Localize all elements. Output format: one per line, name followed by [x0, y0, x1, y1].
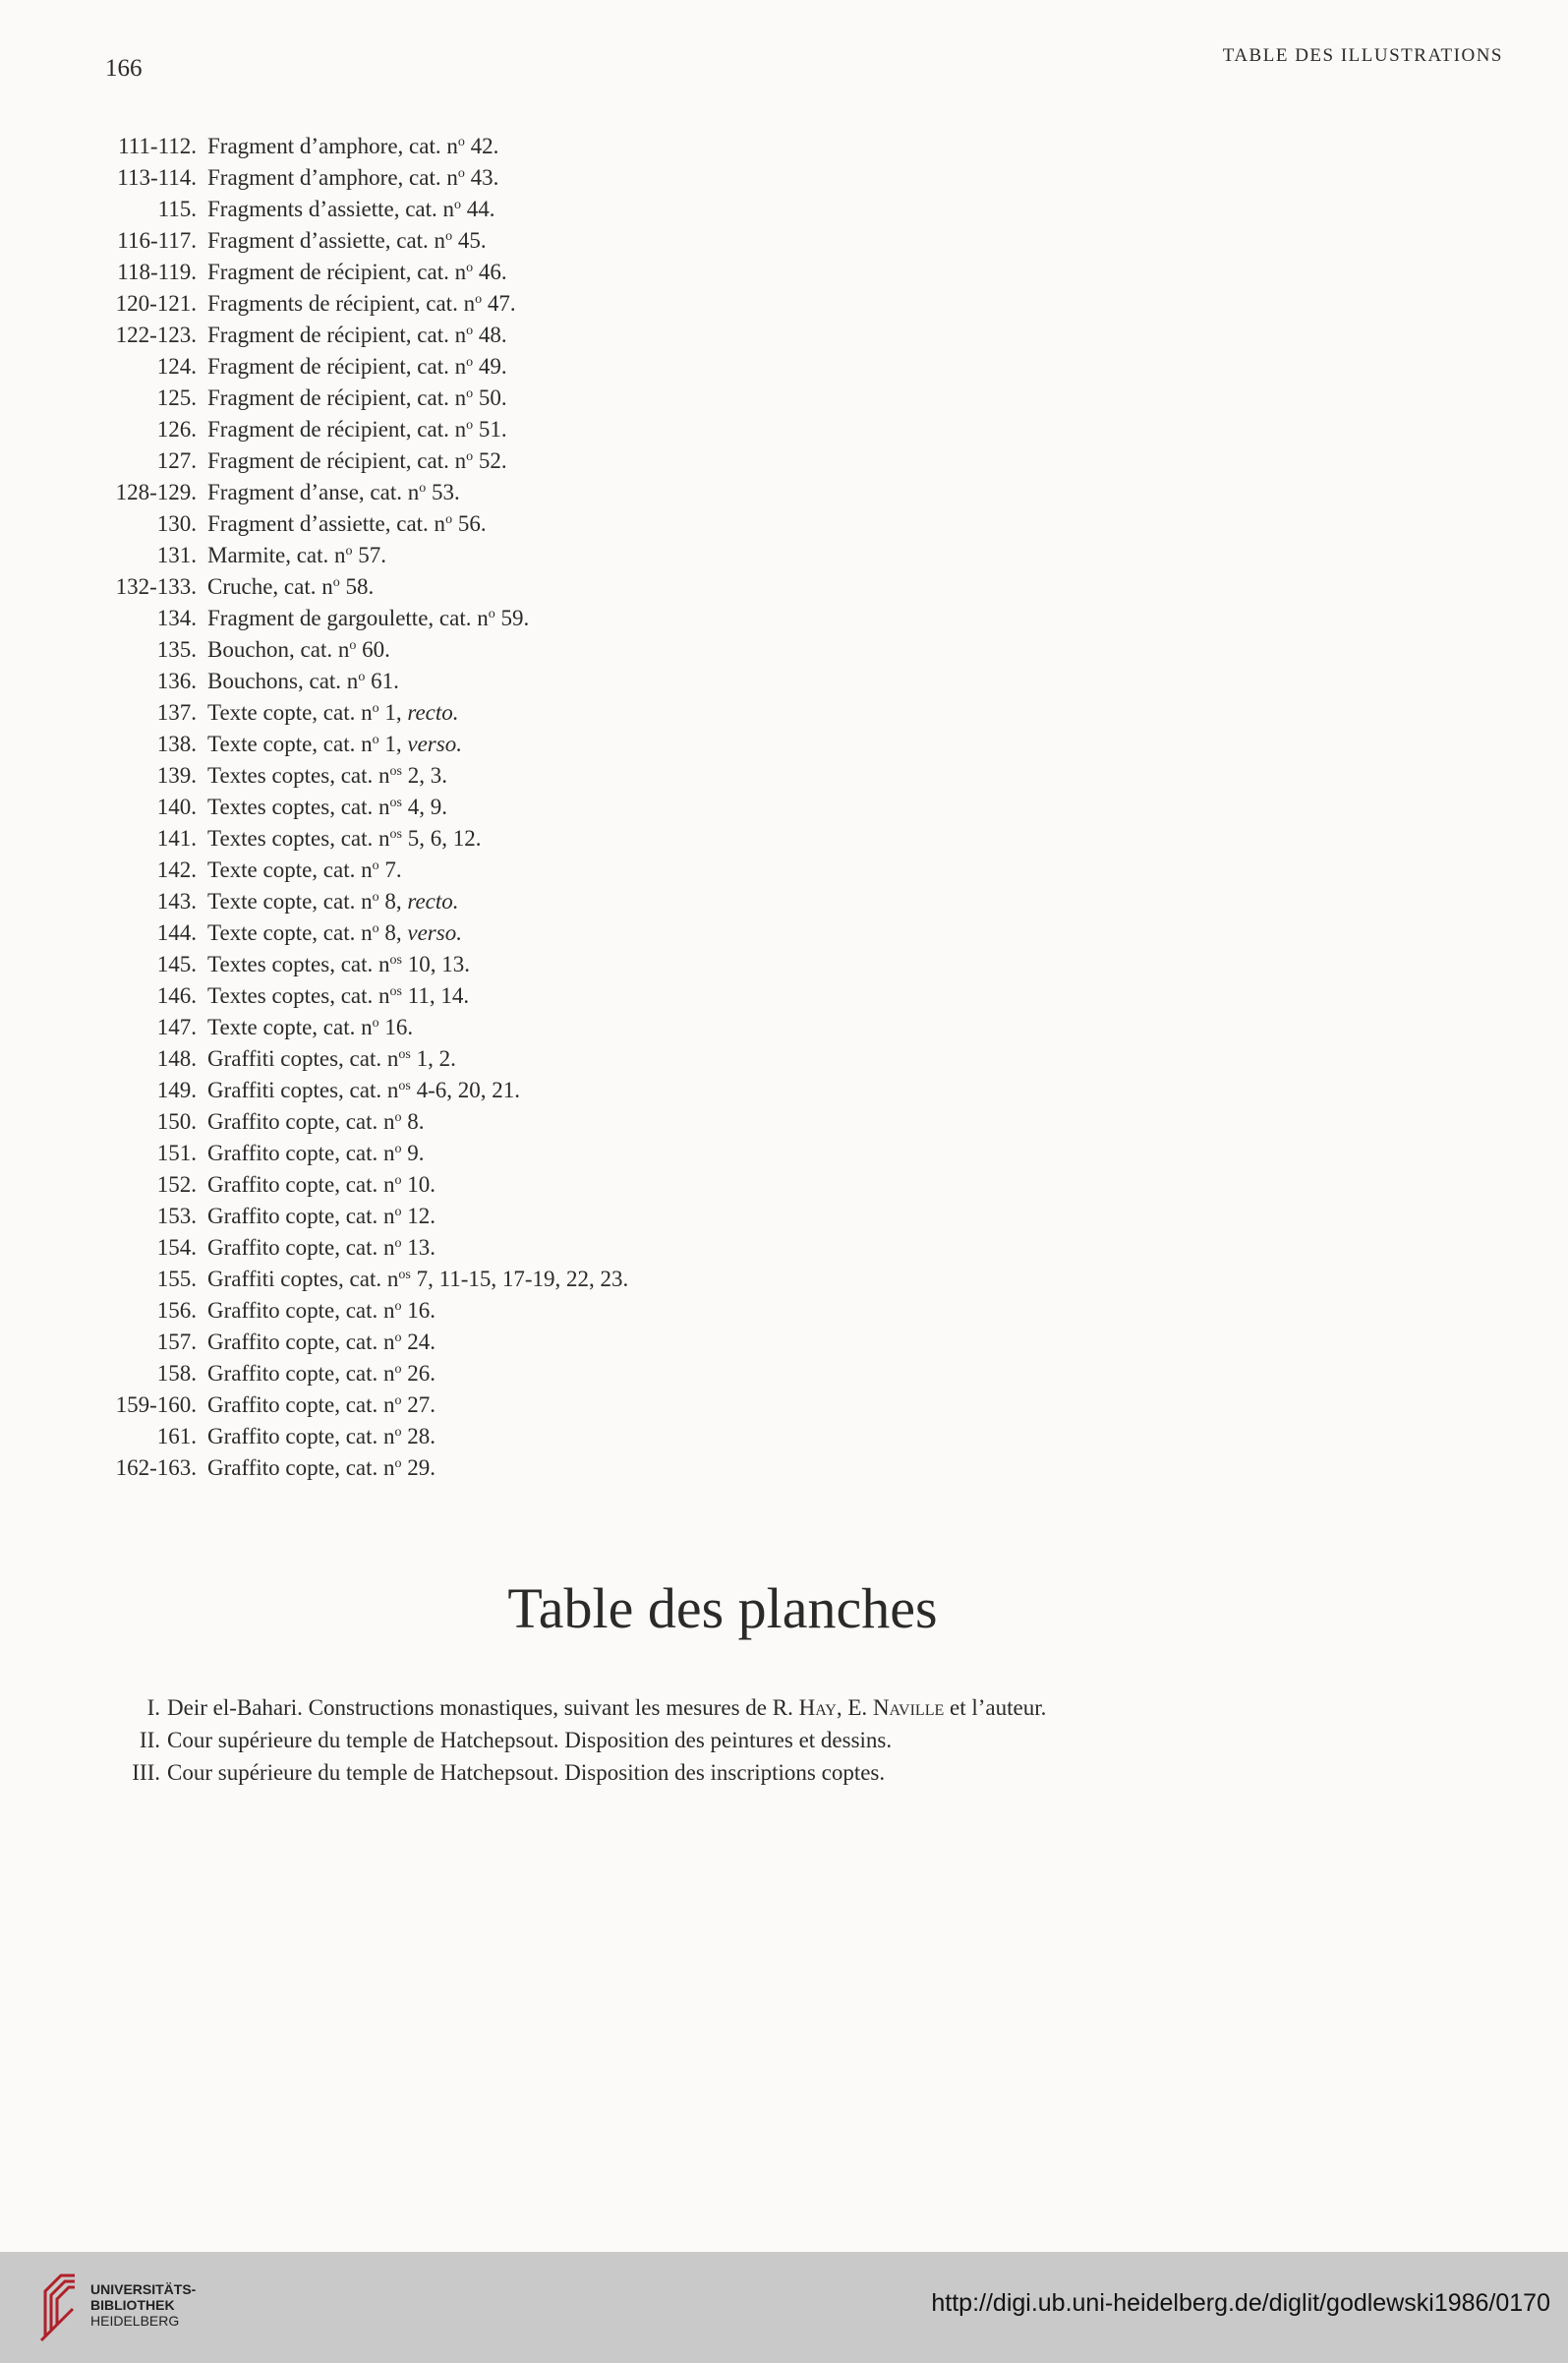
item-number: 143.: [156, 889, 197, 914]
item-caption: [207, 697, 459, 729]
item-caption: [207, 949, 470, 980]
caption-rest: 8,: [378, 889, 408, 914]
list-item: [0, 225, 983, 257]
list-item: [0, 1012, 983, 1043]
item-number: 142.: [156, 857, 197, 882]
caption-superscript: o: [419, 481, 427, 496]
caption-superscript: o: [466, 324, 474, 338]
caption-text: Textes coptes, cat. n: [207, 826, 390, 851]
caption-text: Graffito copte, cat. n: [207, 1392, 395, 1417]
caption-text: Texte copte, cat. n: [207, 920, 373, 945]
list-item: [0, 1043, 983, 1075]
list-item: [0, 760, 983, 792]
caption-superscript: o: [394, 1393, 402, 1408]
caption-superscript: o: [358, 670, 366, 684]
caption-superscript: o: [466, 261, 474, 275]
caption-superscript: o: [372, 858, 379, 873]
item-number: 124.: [156, 354, 197, 379]
caption-rest: 4-6, 20, 21.: [410, 1078, 520, 1102]
caption-superscript: o: [345, 544, 353, 559]
list-item: [0, 1201, 983, 1232]
caption-text: Textes coptes, cat. n: [207, 952, 390, 976]
item-number: 154.: [156, 1235, 197, 1260]
item-caption: [207, 1452, 436, 1484]
item-caption: [207, 414, 507, 445]
caption-superscript: os: [398, 1079, 411, 1093]
caption-superscript: os: [389, 764, 402, 779]
item-number: 125.: [156, 385, 197, 410]
list-item: [0, 917, 983, 949]
caption-rest: 57.: [352, 543, 387, 567]
caption-superscript: o: [394, 1299, 402, 1314]
caption-rest: 26.: [401, 1361, 436, 1386]
item-number: 145.: [156, 952, 197, 976]
caption-superscript: o: [394, 1456, 402, 1471]
item-number: 153.: [156, 1204, 197, 1228]
item-number: 136.: [156, 669, 197, 693]
caption-text: Texte copte, cat. n: [207, 700, 373, 725]
caption-text: Graffito copte, cat. n: [207, 1298, 395, 1323]
list-item: [0, 1389, 983, 1421]
item-caption: [207, 320, 507, 351]
item-number: 147.: [156, 1015, 197, 1039]
caption-rest: 42.: [464, 134, 499, 158]
caption-rest: 9.: [401, 1141, 425, 1165]
item-number: 113-114.: [117, 165, 197, 190]
caption-superscript: o: [454, 198, 462, 212]
item-number: 130.: [156, 511, 197, 536]
caption-rest: 2, 3.: [401, 763, 447, 788]
item-caption: [207, 729, 462, 760]
caption-text: Fragment de récipient, cat. n: [207, 260, 467, 284]
plate-caption: [167, 1756, 885, 1789]
caption-rest: 10.: [401, 1172, 436, 1197]
caption-rest: 13.: [401, 1235, 436, 1260]
list-item: [0, 634, 983, 666]
item-caption: [207, 162, 498, 194]
caption-text: Texte copte, cat. n: [207, 732, 373, 756]
list-item: [0, 414, 983, 445]
item-caption: [207, 194, 495, 225]
caption-superscript: os: [389, 827, 402, 842]
item-caption: [207, 225, 487, 257]
caption-italic: verso.: [407, 732, 462, 756]
caption-text: Fragment de récipient, cat. n: [207, 448, 467, 473]
caption-text: Bouchon, cat. n: [207, 637, 350, 662]
caption-text: , E.: [836, 1695, 873, 1720]
list-item: [0, 540, 983, 571]
author-name: Hay: [798, 1695, 837, 1720]
list-item: [0, 1106, 983, 1138]
caption-text: Graffito copte, cat. n: [207, 1204, 395, 1228]
caption-rest: 4, 9.: [401, 795, 447, 819]
list-item: [0, 980, 983, 1012]
item-number: 115.: [157, 197, 197, 221]
caption-rest: 52.: [473, 448, 507, 473]
caption-superscript: o: [394, 1110, 402, 1125]
list-item: [0, 1691, 1376, 1724]
item-caption: [207, 1012, 413, 1043]
caption-text: Texte copte, cat. n: [207, 1015, 373, 1039]
caption-text: Graffito copte, cat. n: [207, 1329, 395, 1354]
list-item: [0, 792, 983, 823]
plate-number: II.: [139, 1728, 160, 1752]
list-item: [0, 257, 983, 288]
caption-text: Graffito copte, cat. n: [207, 1424, 395, 1448]
list-item: [0, 666, 983, 697]
caption-text: et l’auteur.: [944, 1695, 1047, 1720]
item-number: 111-112.: [118, 134, 197, 158]
page-number: 166: [105, 55, 143, 82]
caption-text: Graffito copte, cat. n: [207, 1455, 395, 1480]
caption-superscript: os: [398, 1268, 411, 1282]
caption-text: Cruche, cat. n: [207, 574, 333, 599]
item-caption: [207, 1169, 436, 1201]
plate-number: I.: [146, 1695, 160, 1720]
caption-superscript: o: [445, 229, 453, 244]
list-item: [0, 855, 983, 886]
caption-superscript: o: [394, 1425, 402, 1440]
list-item: [0, 351, 983, 383]
item-number: 134.: [156, 606, 197, 630]
item-number: 148.: [156, 1046, 197, 1071]
plate-caption: [167, 1691, 1046, 1724]
caption-rest: 50.: [473, 385, 507, 410]
caption-superscript: o: [394, 1236, 402, 1251]
caption-rest: 59.: [494, 606, 530, 630]
item-number: 149.: [156, 1078, 197, 1102]
caption-text: Fragment de gargoulette, cat. n: [207, 606, 489, 630]
item-number: 118-119.: [117, 260, 197, 284]
caption-rest: 16.: [401, 1298, 436, 1323]
caption-superscript: o: [394, 1330, 402, 1345]
item-number: 141.: [156, 826, 197, 851]
item-number: 122-123.: [115, 323, 197, 347]
section-title: Table des planches: [507, 1576, 938, 1640]
plate-caption: [167, 1724, 892, 1756]
item-caption: [207, 603, 529, 634]
list-item: [0, 1327, 983, 1358]
item-caption: [207, 477, 460, 508]
list-item: [0, 477, 983, 508]
caption-rest: 8.: [401, 1109, 425, 1134]
list-item: [0, 1295, 983, 1327]
list-item: [0, 131, 983, 162]
caption-superscript: o: [445, 512, 453, 527]
item-number: 146.: [156, 983, 197, 1008]
item-number: 137.: [156, 700, 197, 725]
plates-list: [0, 1691, 1376, 1789]
item-caption: [207, 288, 516, 320]
caption-text: Graffiti coptes, cat. n: [207, 1046, 399, 1071]
item-caption: [207, 1201, 436, 1232]
caption-rest: 8,: [378, 920, 408, 945]
caption-text: Graffito copte, cat. n: [207, 1109, 395, 1134]
plate-number: III.: [132, 1760, 160, 1785]
caption-text: Fragment de récipient, cat. n: [207, 323, 467, 347]
caption-rest: 60.: [356, 637, 390, 662]
caption-rest: 28.: [401, 1424, 436, 1448]
caption-superscript: o: [466, 418, 474, 433]
caption-rest: 7, 11-15, 17-19, 22, 23.: [410, 1267, 629, 1291]
caption-text: Textes coptes, cat. n: [207, 795, 390, 819]
list-item: [0, 603, 983, 634]
item-number: 162-163.: [115, 1455, 197, 1480]
item-caption: [207, 823, 481, 855]
caption-rest: 1, 2.: [410, 1046, 456, 1071]
item-number: 116-117.: [117, 228, 197, 253]
caption-text: Fragment d’amphore, cat. n: [207, 165, 458, 190]
running-head: TABLE DES ILLUSTRATIONS: [1222, 45, 1503, 66]
caption-rest: 51.: [473, 417, 507, 442]
list-item: [0, 571, 983, 603]
caption-superscript: o: [394, 1173, 402, 1188]
caption-rest: 10, 13.: [401, 952, 470, 976]
caption-rest: 58.: [339, 574, 375, 599]
caption-text: Graffito copte, cat. n: [207, 1361, 395, 1386]
list-item: [0, 383, 983, 414]
source-url-link[interactable]: http://digi.ub.uni-heidelberg.de/diglit/godlewski1986/0170: [931, 2289, 1550, 2317]
list-item: [0, 508, 983, 540]
author-name: Naville: [872, 1695, 945, 1720]
list-item: [0, 1358, 983, 1389]
item-number: 120-121.: [115, 291, 197, 316]
list-item: [0, 162, 983, 194]
item-number: 127.: [156, 448, 197, 473]
item-caption: [207, 1138, 425, 1169]
caption-rest: 45.: [452, 228, 487, 253]
caption-rest: 48.: [473, 323, 507, 347]
item-caption: [207, 508, 487, 540]
caption-italic: recto.: [407, 889, 459, 914]
list-item: [0, 886, 983, 917]
list-item: [0, 1421, 983, 1452]
list-item: [0, 1232, 983, 1264]
item-caption: [207, 1327, 436, 1358]
item-number: 126.: [156, 417, 197, 442]
item-number: 138.: [156, 732, 197, 756]
caption-text: Marmite, cat. n: [207, 543, 346, 567]
item-number: 139.: [156, 763, 197, 788]
list-item: [0, 320, 983, 351]
list-item: [0, 823, 983, 855]
item-caption: [207, 540, 386, 571]
list-item: [0, 445, 983, 477]
item-caption: [207, 571, 374, 603]
item-caption: [207, 351, 507, 383]
caption-superscript: o: [488, 607, 495, 621]
item-number: 132-133.: [115, 574, 197, 599]
caption-superscript: o: [372, 701, 379, 716]
library-logo-icon[interactable]: [39, 2268, 79, 2342]
caption-rest: 12.: [401, 1204, 436, 1228]
caption-rest: 24.: [401, 1329, 436, 1354]
item-caption: [207, 1232, 436, 1264]
item-number: 151.: [156, 1141, 197, 1165]
list-item: [0, 1724, 1376, 1756]
caption-rest: 61.: [365, 669, 399, 693]
caption-text: Fragment d’anse, cat. n: [207, 480, 420, 504]
item-caption: [207, 855, 402, 886]
caption-superscript: o: [457, 135, 465, 149]
caption-superscript: os: [398, 1047, 411, 1062]
list-item: [0, 1264, 983, 1295]
item-caption: [207, 917, 462, 949]
item-number: 156.: [156, 1298, 197, 1323]
caption-rest: 44.: [461, 197, 495, 221]
item-caption: [207, 1389, 436, 1421]
caption-superscript: o: [475, 292, 483, 307]
caption-text: Graffiti coptes, cat. n: [207, 1267, 399, 1291]
caption-superscript: o: [332, 575, 340, 590]
caption-text: Bouchons, cat. n: [207, 669, 359, 693]
library-name-line: UNIVERSITÄTS-: [90, 2281, 197, 2297]
item-caption: [207, 383, 507, 414]
list-item: [0, 1138, 983, 1169]
caption-text: Fragment d’assiette, cat. n: [207, 511, 446, 536]
illustrations-list: [0, 131, 983, 1484]
caption-superscript: os: [389, 984, 402, 999]
caption-rest: 11, 14.: [401, 983, 470, 1008]
item-number: 159-160.: [115, 1392, 197, 1417]
caption-superscript: os: [389, 796, 402, 810]
caption-text: Fragment d’assiette, cat. n: [207, 228, 446, 253]
item-number: 150.: [156, 1109, 197, 1134]
caption-rest: 56.: [452, 511, 487, 536]
caption-text: Textes coptes, cat. n: [207, 983, 390, 1008]
item-number: 158.: [156, 1361, 197, 1386]
footer-bar: [0, 2252, 1568, 2363]
caption-superscript: o: [372, 890, 379, 905]
caption-italic: recto.: [407, 700, 459, 725]
caption-italic: verso.: [407, 920, 462, 945]
caption-rest: 29.: [401, 1455, 436, 1480]
item-number: 155.: [156, 1267, 197, 1291]
caption-rest: 7.: [378, 857, 402, 882]
item-number: 152.: [156, 1172, 197, 1197]
caption-text: Graffito copte, cat. n: [207, 1141, 395, 1165]
item-caption: [207, 257, 507, 288]
list-item: [0, 194, 983, 225]
item-caption: [207, 1295, 436, 1327]
item-number: 131.: [156, 543, 197, 567]
item-caption: [207, 634, 390, 666]
library-name-line: BIBLIOTHEK: [90, 2297, 175, 2313]
caption-text: Texte copte, cat. n: [207, 857, 373, 882]
caption-superscript: o: [466, 386, 474, 401]
caption-rest: 47.: [482, 291, 516, 316]
list-item: [0, 1075, 983, 1106]
list-item: [0, 1452, 983, 1484]
item-number: 157.: [156, 1329, 197, 1354]
caption-text: Textes coptes, cat. n: [207, 763, 390, 788]
library-name: [90, 2281, 196, 2329]
list-item: [0, 1169, 983, 1201]
caption-rest: 43.: [464, 165, 499, 190]
caption-text: Graffito copte, cat. n: [207, 1235, 395, 1260]
caption-superscript: o: [372, 1016, 379, 1031]
item-caption: [207, 666, 399, 697]
item-number: 128-129.: [115, 480, 197, 504]
caption-superscript: o: [372, 921, 379, 936]
list-item: [0, 288, 983, 320]
list-item: [0, 729, 983, 760]
caption-rest: 5, 6, 12.: [401, 826, 482, 851]
list-item: [0, 949, 983, 980]
caption-rest: 46.: [473, 260, 507, 284]
item-caption: [207, 445, 507, 477]
caption-text: Graffiti coptes, cat. n: [207, 1078, 399, 1102]
item-caption: [207, 1075, 520, 1106]
caption-rest: 1,: [378, 732, 408, 756]
item-number: 135.: [156, 637, 197, 662]
item-caption: [207, 1358, 436, 1389]
caption-superscript: o: [457, 166, 465, 181]
caption-superscript: o: [466, 449, 474, 464]
caption-text: Fragments de récipient, cat. n: [207, 291, 476, 316]
caption-rest: 27.: [401, 1392, 436, 1417]
list-item: [0, 1756, 1376, 1789]
item-caption: [207, 1106, 425, 1138]
caption-superscript: o: [394, 1205, 402, 1219]
item-number: 161.: [156, 1424, 197, 1448]
item-caption: [207, 1421, 436, 1452]
caption-rest: 49.: [473, 354, 507, 379]
caption-rest: 1,: [378, 700, 408, 725]
caption-superscript: o: [466, 355, 474, 370]
caption-text: Cour supérieure du temple de Hatchepsout. Disposition des peintures et dessins.: [167, 1728, 893, 1752]
item-number: 140.: [156, 795, 197, 819]
caption-text: Fragment de récipient, cat. n: [207, 354, 467, 379]
item-number: 144.: [156, 920, 197, 945]
item-caption: [207, 760, 447, 792]
caption-superscript: os: [389, 953, 402, 968]
caption-text: Cour supérieure du temple de Hatchepsout. Disposition des inscriptions coptes.: [167, 1760, 886, 1785]
item-caption: [207, 886, 459, 917]
caption-superscript: o: [394, 1142, 402, 1156]
caption-text: Fragment de récipient, cat. n: [207, 385, 467, 410]
caption-text: Texte copte, cat. n: [207, 889, 373, 914]
caption-superscript: o: [372, 733, 379, 747]
item-caption: [207, 980, 469, 1012]
caption-superscript: o: [394, 1362, 402, 1377]
item-caption: [207, 1264, 628, 1295]
caption-rest: 16.: [378, 1015, 414, 1039]
item-caption: [207, 131, 498, 162]
item-caption: [207, 792, 447, 823]
caption-text: Fragment d’amphore, cat. n: [207, 134, 458, 158]
caption-text: Fragments d’assiette, cat. n: [207, 197, 455, 221]
caption-superscript: o: [349, 638, 357, 653]
list-item: [0, 697, 983, 729]
library-name-line: HEIDELBERG: [90, 2313, 180, 2329]
caption-text: Deir el-Bahari. Constructions monastiques, suivant les mesures de R.: [167, 1695, 799, 1720]
caption-text: Fragment de récipient, cat. n: [207, 417, 467, 442]
caption-rest: 53.: [426, 480, 460, 504]
item-caption: [207, 1043, 456, 1075]
caption-text: Graffito copte, cat. n: [207, 1172, 395, 1197]
